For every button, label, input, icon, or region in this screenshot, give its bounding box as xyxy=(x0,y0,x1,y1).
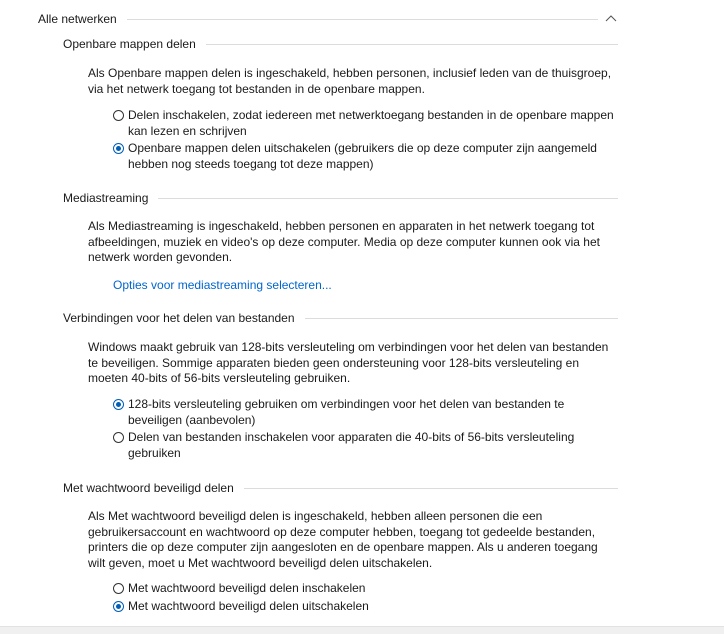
radio-128-bit-encryption[interactable] xyxy=(113,397,618,428)
section-title: Met wachtwoord beveiligd delen xyxy=(63,481,234,495)
radio-label[interactable]: Delen inschakelen, zodat iedereen met netwerktoegang bestanden in de openbare mappen kan lezen en schrijven xyxy=(128,108,614,138)
group-title: Alle netwerken xyxy=(38,12,117,26)
radio-label[interactable]: Openbare mappen delen uitschakelen (gebruikers die op deze computer zijn aangemeld hebben nog steeds toegang tot deze mappen) xyxy=(128,141,597,171)
radio-password-sharing-disable[interactable] xyxy=(113,599,618,615)
section-header-file-sharing-connections xyxy=(63,310,618,326)
radio-button[interactable] xyxy=(113,583,124,594)
radio-public-folders-enable[interactable] xyxy=(113,108,618,139)
section-description: Als Mediastreaming is ingeschakeld, hebben personen en apparaten in het netwerk toegang tot afbeeldingen, muziek en video's op deze computer. Media op deze computer kunnen ook via het netwerk worden gevonden. xyxy=(88,219,600,264)
section-header-password-protected-sharing xyxy=(63,480,618,496)
radio-label[interactable]: 128-bits versleuteling gebruiken om verbindingen voor het delen van bestanden te beveiligen (aanbevolen) xyxy=(128,397,565,427)
radio-button[interactable] xyxy=(113,399,124,410)
divider xyxy=(158,198,618,199)
divider xyxy=(206,44,618,45)
radio-40-56-bit-encryption[interactable] xyxy=(113,430,618,461)
radio-public-folders-disable[interactable] xyxy=(113,141,618,172)
radio-label[interactable]: Delen van bestanden inschakelen voor apparaten die 40-bits of 56-bits versleuteling gebruiken xyxy=(128,430,575,460)
radio-button[interactable] xyxy=(113,601,124,612)
radio-button[interactable] xyxy=(113,110,124,121)
divider xyxy=(305,318,618,319)
section-description: Als Met wachtwoord beveiligd delen is ingeschakeld, hebben alleen personen die een gebruikersaccount en wachtwoord op deze computer hebben, toegang tot gedeelde bestanden, printers die op deze computer zijn aangesloten en de openbare mappen. Als u anderen toegang wilt geven, moet u Met wachtwoord beveiligd delen uitschakelen. xyxy=(88,509,598,570)
group-header-all-networks[interactable] xyxy=(38,10,618,28)
media-streaming-options-link[interactable]: Opties voor mediastreaming selecteren... xyxy=(113,278,332,292)
radio-label[interactable]: Met wachtwoord beveiligd delen uitschakelen xyxy=(128,599,369,613)
section-title: Openbare mappen delen xyxy=(63,37,196,51)
radio-button[interactable] xyxy=(113,143,124,154)
section-header-public-folders xyxy=(63,36,618,52)
section-title: Mediastreaming xyxy=(63,191,149,205)
section-description: Windows maakt gebruik van 128-bits versleuteling om verbindingen voor het delen van bestanden te beveiligen. Sommige apparaten bieden geen ondersteuning voor 128-bits versleuteling en moeten 40-bits of 56-bits versleuteling gebruiken. xyxy=(88,340,609,385)
section-header-media-streaming xyxy=(63,190,618,206)
chevron-up-icon[interactable] xyxy=(604,14,618,24)
radio-button[interactable] xyxy=(113,432,124,443)
divider xyxy=(127,19,598,20)
divider xyxy=(244,488,618,489)
section-title: Verbindingen voor het delen van bestanden xyxy=(63,311,295,325)
radio-label[interactable]: Met wachtwoord beveiligd delen inschakelen xyxy=(128,581,366,595)
radio-password-sharing-enable[interactable] xyxy=(113,581,618,597)
section-description: Als Openbare mappen delen is ingeschakeld, hebben personen, inclusief leden van de thuisgroep, via het netwerk toegang tot bestanden in de openbare mappen. xyxy=(88,66,612,96)
